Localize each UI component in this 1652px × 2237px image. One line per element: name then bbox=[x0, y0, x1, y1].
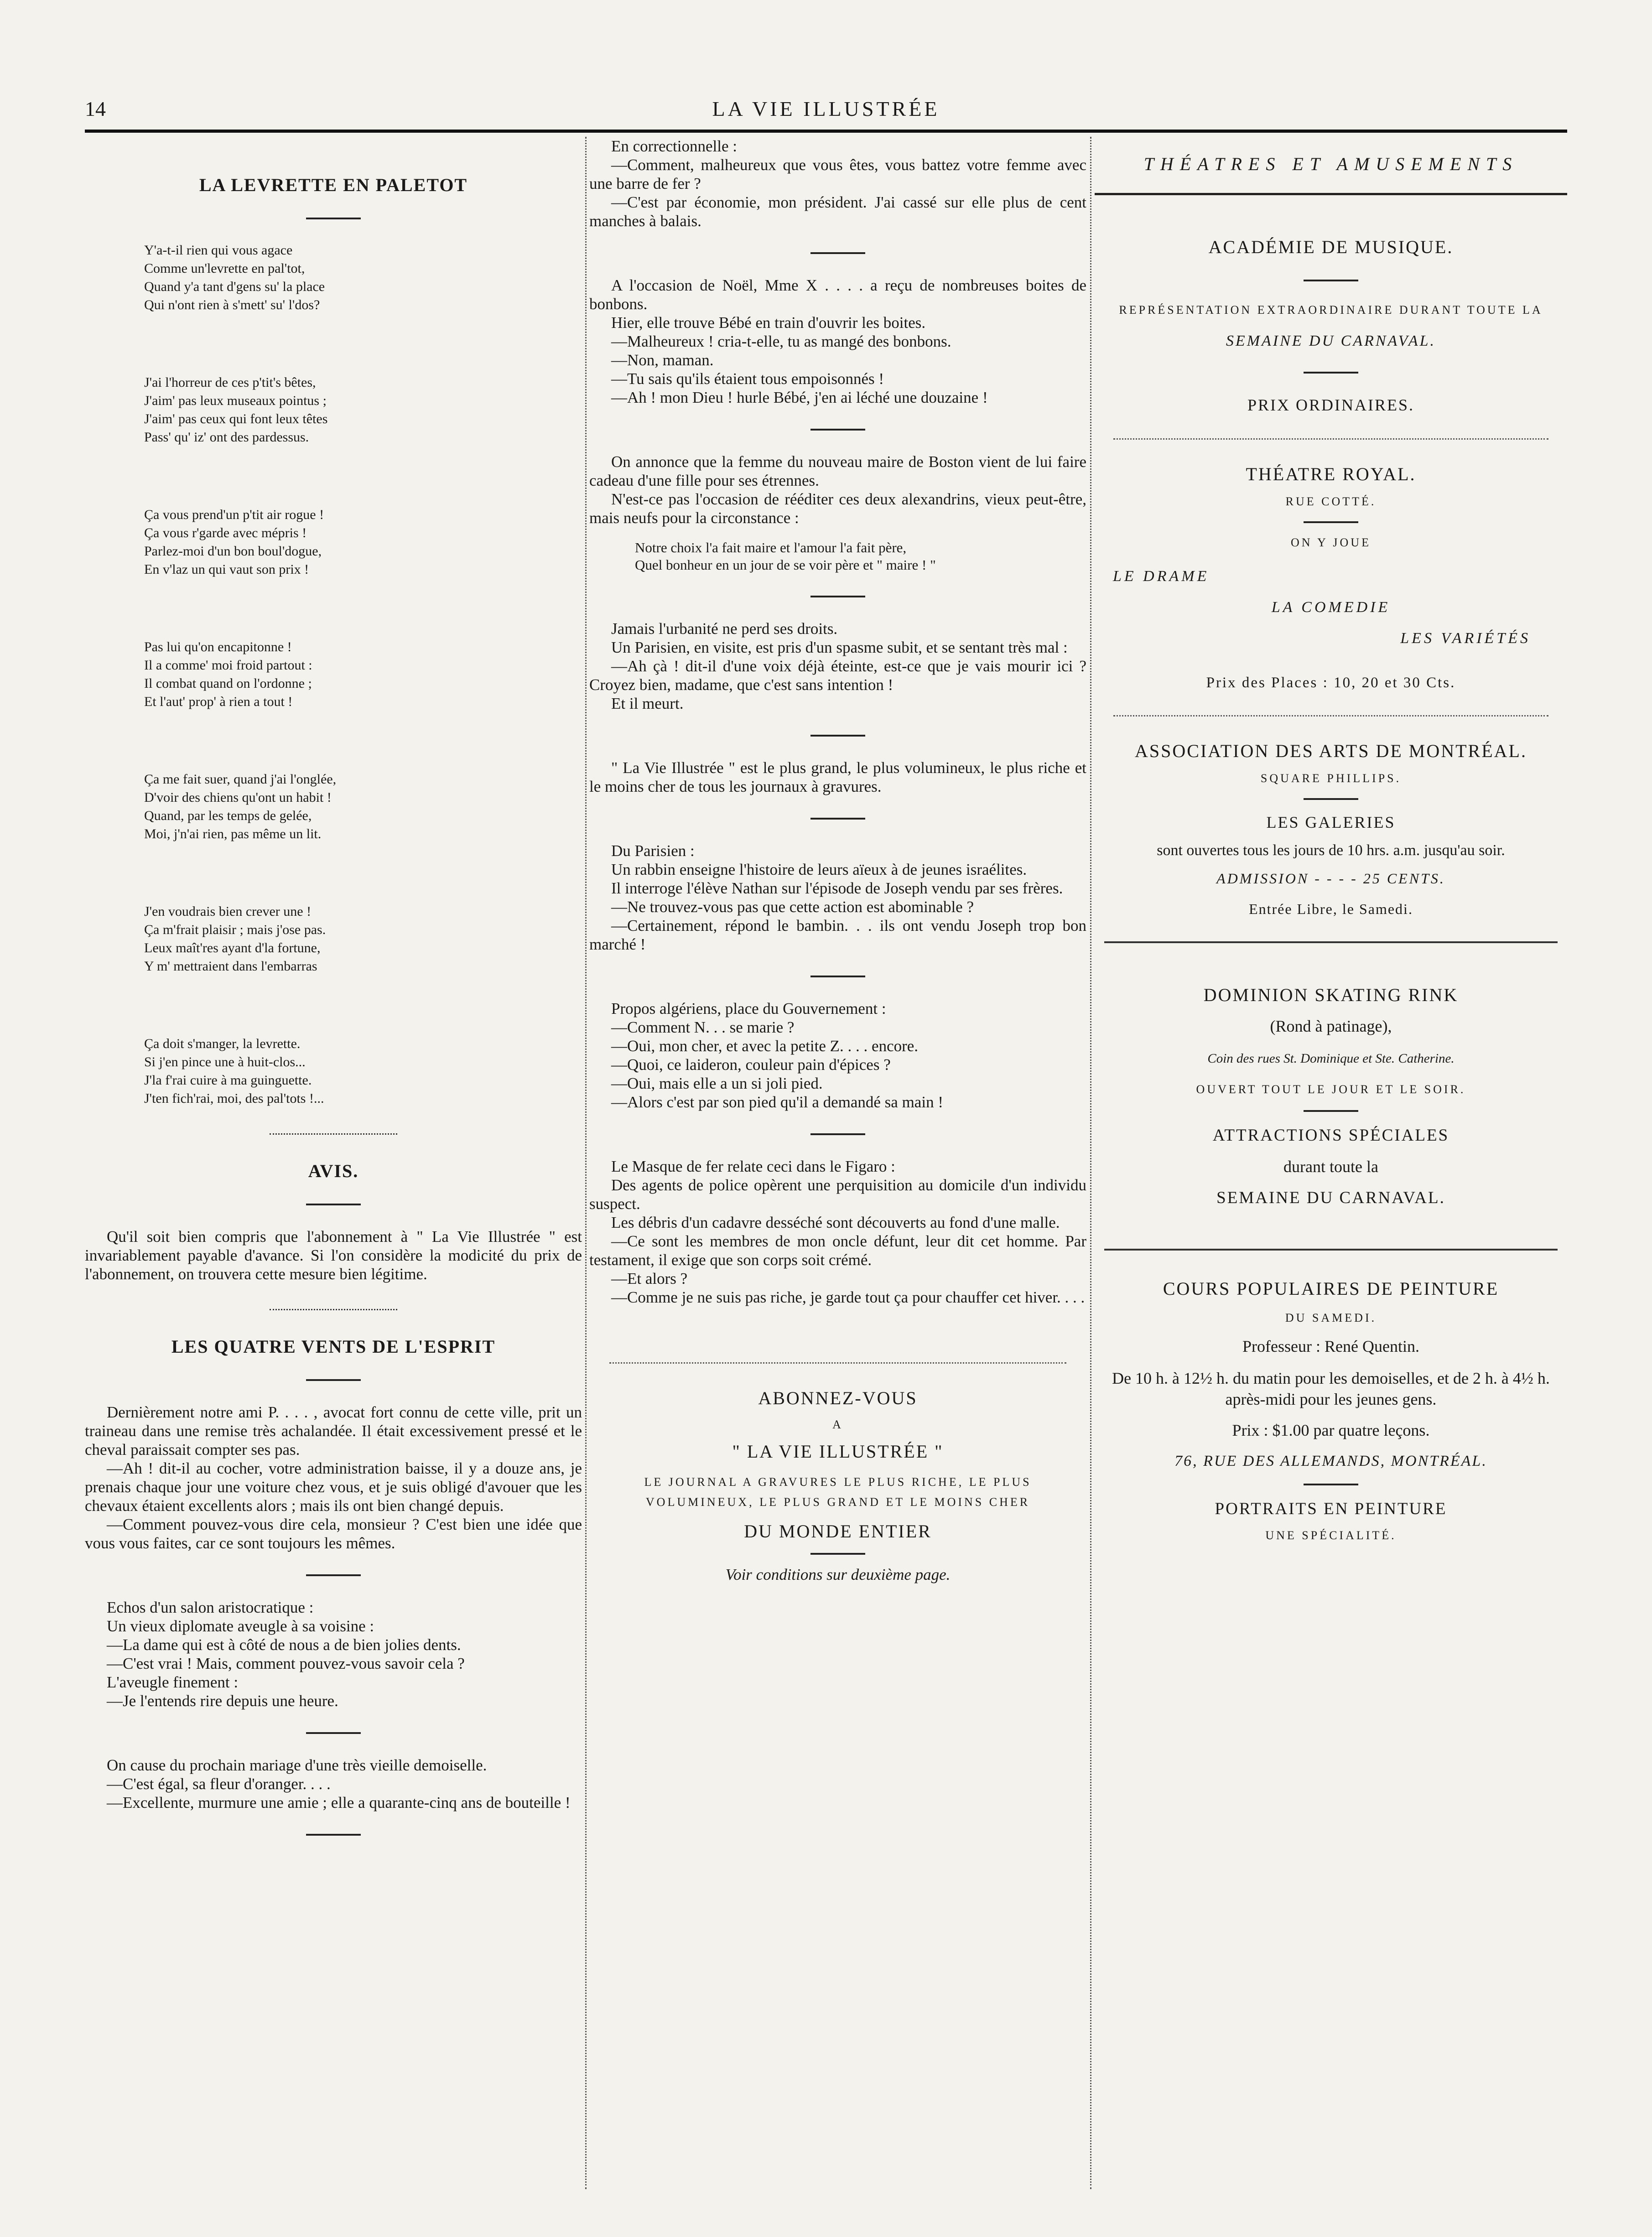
genre-drame: LE DRAME bbox=[1113, 568, 1210, 585]
rule bbox=[810, 976, 865, 977]
paragraph: Du Parisien : bbox=[611, 842, 695, 860]
listing-line: Professeur : René Quentin. bbox=[1242, 1337, 1419, 1355]
avis-text bbox=[85, 1227, 582, 1283]
section-divider bbox=[1104, 1249, 1558, 1251]
rule bbox=[306, 1574, 361, 1576]
paragraph: —Je l'entends rire depuis une heure. bbox=[107, 1692, 338, 1710]
verse-line: Il combat quand on l'ordonne ; bbox=[144, 676, 312, 691]
verse-line: Pas lui qu'on encapitonne ! bbox=[144, 639, 292, 654]
paragraph: —Alors c'est par son pied qu'il a demandé sa main ! bbox=[611, 1093, 943, 1111]
paragraph: —C'est égal, sa fleur d'oranger. . . . bbox=[107, 1775, 331, 1793]
paragraph: Jamais l'urbanité ne perd ses droits. bbox=[611, 620, 838, 638]
listing-line: PRIX ORDINAIRES. bbox=[1247, 396, 1415, 414]
paragraph: —Ah ! dit-il au cocher, votre administration baisse, il y a douze ans, je prenais chaque jour une voiture chez vous, et je suis obligé d'avouer que les chevaux étaient excellents alors ; mais ils ont bien changé depuis. bbox=[85, 1459, 582, 1515]
paragraph: —Oui, mon cher, et avec la petite Z. . . . encore. bbox=[611, 1037, 919, 1055]
listing-line: Coin des rues St. Dominique et Ste. Catherine. bbox=[1207, 1051, 1455, 1066]
paragraph: Un Parisien, en visite, est pris d'un spasme subit, et se sentant très mal : bbox=[611, 638, 1068, 656]
paragraph: —Comment N. . . se marie ? bbox=[611, 1018, 795, 1036]
anecdote-masque bbox=[589, 1157, 1086, 1307]
rule bbox=[810, 429, 865, 431]
verse-line: Comme un'levrette en pal'tot, bbox=[144, 261, 305, 276]
paragraph: A l'occasion de Noël, Mme X . . . . a reçu de nombreuses boites de bonbons. bbox=[589, 276, 1086, 313]
paragraph: —Non, maman. bbox=[611, 351, 714, 369]
verse-line: Ça vous r'garde avec mépris ! bbox=[144, 525, 307, 540]
paragraph: —C'est vrai ! Mais, comment pouvez-vous savoir cela ? bbox=[107, 1655, 465, 1672]
section-divider bbox=[1113, 438, 1548, 440]
listing-line: UNE SPÉCIALITÉ. bbox=[1265, 1529, 1397, 1542]
poem-stanza bbox=[144, 241, 582, 314]
paragraph: —Malheureux ! cria-t-elle, tu as mangé des bonbons. bbox=[611, 332, 951, 350]
ad-line: A bbox=[832, 1418, 843, 1431]
column-separator-2 bbox=[1090, 137, 1091, 2189]
listing-title: ACADÉMIE DE MUSIQUE. bbox=[1208, 237, 1454, 257]
column-separator-1 bbox=[585, 137, 587, 2189]
rule bbox=[1304, 1110, 1358, 1112]
verse-line: Ça m'frait plaisir ; mais j'ose pas. bbox=[144, 922, 326, 937]
listing-title: DOMINION SKATING RINK bbox=[1203, 985, 1459, 1005]
paragraph: Hier, elle trouve Bébé en train d'ouvrir les boites. bbox=[611, 314, 926, 332]
paragraph: Un vieux diplomate aveugle à sa voisine : bbox=[107, 1617, 374, 1635]
paragraph: Qu'il soit bien compris que l'abonnement à " La Vie Illustrée " est invariablement payable d'avance. Si l'on considère la modicité du prix de l'abonnement, on trouvera cette mesure bien légitime. bbox=[85, 1228, 582, 1283]
listing-line: PORTRAITS EN PEINTURE bbox=[1215, 1500, 1447, 1518]
vents-title: LES QUATRE VENTS DE L'ESPRIT bbox=[171, 1336, 496, 1357]
listing-line: DU SAMEDI. bbox=[1285, 1311, 1377, 1324]
listing-line: 76, RUE DES ALLEMANDS, MONTRÉAL. bbox=[1174, 1453, 1487, 1469]
verse-line: En v'laz un qui vaut son prix ! bbox=[144, 562, 309, 577]
alexandrins bbox=[635, 539, 1086, 574]
verse-line: Et l'aut' prop' à rien a tout ! bbox=[144, 694, 293, 709]
verse-line: Parlez-moi d'un bon boul'dogue, bbox=[144, 544, 322, 559]
listing-line: (Rond à patinage), bbox=[1270, 1017, 1392, 1035]
paragraph: —Quoi, ce laideron, couleur pain d'épices ? bbox=[611, 1056, 891, 1074]
genre-varietes: LES VARIÉTÉS bbox=[1400, 630, 1531, 647]
listing-line: SEMAINE DU CARNAVAL. bbox=[1226, 332, 1436, 349]
listing-line: ATTRACTIONS SPÉCIALES bbox=[1212, 1126, 1449, 1145]
paragraph: Dernièrement notre ami P. . . . , avocat fort connu de cette ville, prit un traineau dans une remise très achalandée. Il était excessivement pressé et le cheval paraissait compter ses pas. bbox=[85, 1403, 582, 1458]
verse-line: Qui n'ont rien à s'mett' su' l'dos? bbox=[144, 297, 320, 312]
paragraph: On cause du prochain mariage d'une très vieille demoiselle. bbox=[107, 1756, 487, 1774]
paragraph: —Comment, malheureux que vous êtes, vous battez votre femme avec une barre de fer ? bbox=[589, 156, 1086, 192]
rule bbox=[810, 735, 865, 737]
academie-listing bbox=[1095, 236, 1567, 415]
masthead: LA VIE ILLUSTRÉE bbox=[712, 97, 940, 120]
paragraph: Echos d'un salon aristocratique : bbox=[107, 1599, 314, 1616]
listing-line: ON Y JOUE bbox=[1291, 536, 1371, 549]
paragraph: Les débris d'un cadavre desséché sont découverts au fond d'une malle. bbox=[611, 1214, 1060, 1231]
verse-line: J'aim' pas leux museaux pointus ; bbox=[144, 393, 327, 408]
running-head bbox=[85, 97, 1567, 124]
verse-line: Moi, j'n'ai rien, pas même un lit. bbox=[144, 826, 322, 841]
section-divider bbox=[270, 1309, 397, 1310]
listing-line: durant toute la bbox=[1283, 1157, 1378, 1176]
rule bbox=[306, 1204, 361, 1205]
cours-listing bbox=[1095, 1278, 1567, 1542]
verse-line: Quel bonheur en un jour de se voir père et " maire ! " bbox=[635, 557, 936, 573]
paragraph: —Tu sais qu'ils étaient tous empoisonnés ! bbox=[611, 370, 884, 388]
verse-line: J'ai l'horreur de ces p'tit's bêtes, bbox=[144, 375, 316, 390]
rule bbox=[1304, 280, 1358, 281]
rule bbox=[1304, 798, 1358, 800]
verse-line: Notre choix l'a fait maire et l'amour l'a fait père, bbox=[635, 540, 907, 555]
paragraph: —Ah çà ! dit-il d'une voix déjà éteinte, est-ce que je vais mourir ici ? Croyez bien, madame, que c'est sans intention ! bbox=[589, 657, 1086, 694]
verse-line: J'ten fich'rai, moi, des pal'tots !... bbox=[144, 1091, 324, 1106]
verse-line: Ça doit s'manger, la levrette. bbox=[144, 1036, 301, 1051]
page-number: 14 bbox=[85, 97, 106, 120]
poem-stanza bbox=[144, 903, 582, 976]
listing-line: ADMISSION - - - - 25 CENTS. bbox=[1216, 870, 1445, 887]
paragraph: —Certainement, répond le bambin. . . ils ont vendu Joseph trop bon marché ! bbox=[589, 917, 1086, 953]
rule bbox=[306, 218, 361, 219]
paragraph: —Ah ! mon Dieu ! hurle Bébé, j'en ai léché une douzaine ! bbox=[611, 389, 988, 406]
paragraph: —La dame qui est à côté de nous a de bien jolies dents. bbox=[107, 1636, 461, 1654]
rule bbox=[1304, 372, 1358, 374]
arts-listing bbox=[1095, 740, 1567, 918]
listing-line: Prix : $1.00 par quatre leçons. bbox=[1232, 1421, 1430, 1439]
listing-line: RUE COTTÉ. bbox=[1285, 495, 1377, 508]
listing-line: REPRÉSENTATION EXTRAORDINAIRE DURANT TOUTE LA bbox=[1119, 303, 1543, 317]
ad-line: ABONNEZ-VOUS bbox=[758, 1388, 918, 1408]
rule bbox=[810, 1133, 865, 1135]
verse-line: Si j'en pince une à huit-clos... bbox=[144, 1054, 306, 1069]
rule bbox=[810, 1553, 865, 1555]
paragraph: —Comment pouvez-vous dire cela, monsieur ? C'est bien une idée que vous vous faites, car ce sont toujours les mêmes. bbox=[85, 1516, 582, 1552]
paragraph: —Comme je ne suis pas riche, je garde tout ça pour chauffer cet hiver. . . . bbox=[611, 1288, 1085, 1306]
listing-line: SEMAINE DU CARNAVAL. bbox=[1216, 1189, 1445, 1207]
anecdote-mariage bbox=[85, 1756, 582, 1812]
paragraph: —Ne trouvez-vous pas que cette action est abominable ? bbox=[611, 898, 974, 916]
promo-paragraph bbox=[589, 758, 1086, 796]
genres bbox=[1095, 568, 1567, 647]
rule bbox=[1304, 1484, 1358, 1485]
paragraph: —Ce sont les membres de mon oncle défunt, leur dit cet homme. Par testament, il exige que son corps soit crémé. bbox=[589, 1232, 1086, 1269]
column-right bbox=[1095, 137, 1567, 2198]
listing-line: SQUARE PHILLIPS. bbox=[1260, 772, 1402, 785]
ad-line: LE JOURNAL A GRAVURES LE PLUS RICHE, LE PLUS VOLUMINEUX, LE PLUS GRAND ET LE MOINS CHER bbox=[644, 1475, 1032, 1509]
avis-title: AVIS. bbox=[308, 1161, 359, 1181]
ad-line: Voir conditions sur deuxième page. bbox=[725, 1566, 951, 1583]
theatre-royal-listing bbox=[1095, 463, 1567, 691]
poem-stanza bbox=[144, 506, 582, 579]
section-divider bbox=[270, 1133, 397, 1135]
anecdote-rabbin bbox=[589, 841, 1086, 954]
listing-line: Prix des Places : 10, 20 et 30 Cts. bbox=[1206, 675, 1456, 691]
ad-line: DU MONDE ENTIER bbox=[744, 1521, 932, 1542]
paragraph: —Et alors ? bbox=[611, 1270, 688, 1287]
verse-line: Leux maît'res ayant d'la fortune, bbox=[144, 940, 321, 955]
listing-line: sont ouvertes tous les jours de 10 hrs. a.m. jusqu'au soir. bbox=[1157, 842, 1505, 859]
verse-line: Pass' qu' iz' ont des pardessus. bbox=[144, 430, 309, 445]
section-divider bbox=[1113, 715, 1548, 716]
anecdote-traineau bbox=[85, 1403, 582, 1552]
verse-line: D'voir des chiens qu'ont un habit ! bbox=[144, 790, 332, 805]
listing-line: Entrée Libre, le Samedi. bbox=[1249, 901, 1413, 917]
paragraph: —Oui, mais elle a un si joli pied. bbox=[611, 1074, 823, 1092]
listing-line: De 10 h. à 12½ h. du matin pour les demoiselles, et de 2 h. à 4½ h. après-midi pour les jeunes gens. bbox=[1112, 1369, 1550, 1408]
section-divider bbox=[1104, 941, 1558, 943]
listing-line: LES GALERIES bbox=[1266, 813, 1396, 831]
paragraph: Et il meurt. bbox=[611, 695, 684, 712]
rule bbox=[306, 1379, 361, 1381]
genre-comedie: LA COMEDIE bbox=[1271, 599, 1391, 616]
header-rule bbox=[85, 130, 1567, 133]
paragraph: Il interroge l'élève Nathan sur l'épisode de Joseph vendu par ses frères. bbox=[611, 879, 1063, 897]
poem-stanza bbox=[144, 770, 582, 843]
heading-rule bbox=[1095, 193, 1567, 195]
section-divider bbox=[609, 1362, 1067, 1364]
anecdote-salon bbox=[85, 1598, 582, 1710]
rule bbox=[306, 1732, 361, 1734]
rule bbox=[306, 1834, 361, 1836]
anecdote-algeriens bbox=[589, 999, 1086, 1111]
listing-title: ASSOCIATION DES ARTS DE MONTRÉAL. bbox=[1135, 741, 1527, 761]
ad-line: " LA VIE ILLUSTRÉE " bbox=[732, 1441, 944, 1462]
verse-line: Ça me fait suer, quand j'ai l'onglée, bbox=[144, 772, 337, 787]
paragraph: Des agents de police opèrent une perquisition au domicile d'un individu suspect. bbox=[589, 1176, 1086, 1213]
paragraph: On annonce que la femme du nouveau maire de Boston vient de lui faire cadeau d'une fille pour ses étrennes. bbox=[589, 453, 1086, 489]
verse-line: J'la f'rai cuire à ma guinguette. bbox=[144, 1073, 312, 1088]
subscription-ad bbox=[589, 1387, 1086, 1584]
anecdote-correctionnelle bbox=[589, 137, 1086, 230]
anecdote-boston bbox=[589, 452, 1086, 527]
poem-stanza bbox=[144, 638, 582, 711]
verse-line: J'en voudrais bien crever une ! bbox=[144, 904, 312, 919]
paragraph: L'aveugle finement : bbox=[107, 1673, 239, 1691]
verse-line: Y m' mettraient dans l'embarras bbox=[144, 959, 317, 974]
listing-title: THÉATRE ROYAL. bbox=[1246, 464, 1416, 484]
column-left bbox=[85, 137, 582, 2198]
verse-line: Ça vous prend'un p'tit air rogue ! bbox=[144, 507, 324, 522]
section-heading: THÉATRES ET AMUSEMENTS bbox=[1143, 154, 1518, 174]
listing-line: OUVERT TOUT LE JOUR ET LE SOIR. bbox=[1196, 1083, 1466, 1096]
paragraph: Un rabbin enseigne l'histoire de leurs aïeux à de jeunes israélites. bbox=[611, 861, 1027, 878]
rule bbox=[810, 818, 865, 820]
paragraph: —Excellente, murmure une amie ; elle a quarante-cinq ans de bouteille ! bbox=[107, 1794, 571, 1811]
rule bbox=[1304, 521, 1358, 523]
verse-line: J'aim' pas ceux qui font leux têtes bbox=[144, 411, 328, 426]
paragraph: Propos algériens, place du Gouvernement : bbox=[611, 1000, 886, 1017]
poem-title: LA LEVRETTE EN PALETOT bbox=[199, 175, 468, 195]
verse-line: Quand, par les temps de gelée, bbox=[144, 808, 312, 823]
verse-line: Quand y'a tant d'gens su' la place bbox=[144, 279, 325, 294]
rink-listing bbox=[1095, 984, 1567, 1208]
paragraph: " La Vie Illustrée " est le plus grand, le plus volumineux, le plus riche et le moins cher de tous les journaux à gravures. bbox=[589, 759, 1086, 795]
verse-line: Il a comme' moi froid partout : bbox=[144, 658, 312, 673]
paragraph: —C'est par économie, mon président. J'ai cassé sur elle plus de cent manches à balais. bbox=[589, 193, 1086, 230]
paragraph: En correctionnelle : bbox=[611, 137, 737, 155]
verse-line: Y'a-t-il rien qui vous agace bbox=[144, 243, 293, 258]
paragraph: Le Masque de fer relate ceci dans le Figaro : bbox=[611, 1157, 895, 1175]
rule bbox=[810, 252, 865, 254]
anecdote-urbanite bbox=[589, 619, 1086, 713]
poem-stanza bbox=[144, 374, 582, 446]
rule bbox=[810, 596, 865, 597]
listing-title: COURS POPULAIRES DE PEINTURE bbox=[1163, 1278, 1499, 1299]
paragraph: N'est-ce pas l'occasion de rééditer ces deux alexandrins, vieux peut-être, mais neufs pour la circonstance : bbox=[589, 490, 1086, 527]
column-middle bbox=[589, 137, 1086, 2198]
anecdote-noel bbox=[589, 276, 1086, 407]
poem-stanza bbox=[144, 1035, 582, 1108]
